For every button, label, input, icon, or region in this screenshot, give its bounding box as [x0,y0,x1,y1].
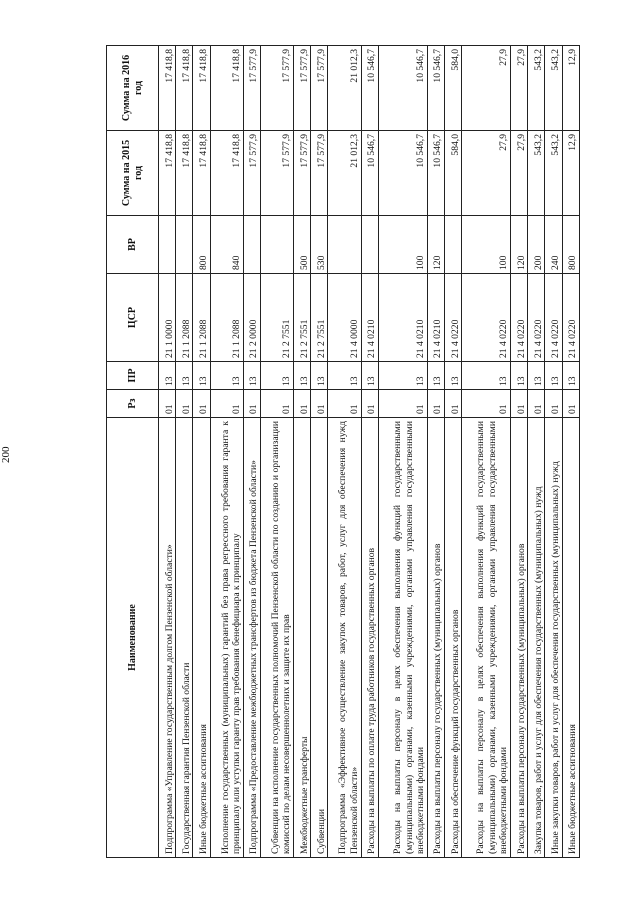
header-sum-2015: Сумма на 2015 год [107,131,159,216]
cell-rz: 01 [243,390,260,418]
cell-sum2015: 21 012,3 [328,131,361,216]
cell-name: Иные бюджетные ассигнования [193,418,210,858]
cell-vr: 500 [294,216,311,274]
cell-sum2016: 10 546,7 [427,46,444,131]
table-row [260,46,293,858]
cell-rz: 01 [294,390,311,418]
cell-csr: 21 4 0220 [462,274,511,362]
cell-rz: 01 [511,390,528,418]
cell-csr: 21 4 0210 [378,274,427,362]
cell-sum2016: 21 012,3 [328,46,361,131]
table-row [193,46,210,858]
cell-csr: 21 2 0000 [243,274,260,362]
cell-sum2016: 27,9 [511,46,528,131]
table-row [444,46,461,858]
cell-sum2016: 10 546,7 [361,46,378,131]
cell-pr: 13 [378,362,427,390]
header-name: Наименование [107,418,159,858]
cell-rz: 01 [193,390,210,418]
cell-pr: 13 [159,362,176,390]
cell-name: Расходы на выплаты персоналу в целях обеспечения выполнения функций государственными (муниципальными) органами, казенными учреждениями, органами управления государственными внебюджетными фондами [462,418,511,858]
header-pr: ПР [107,362,159,390]
cell-pr: 13 [243,362,260,390]
cell-sum2016: 12,9 [562,46,579,131]
page-number: 200 [0,446,12,463]
cell-vr [176,216,193,274]
table-row [159,46,176,858]
cell-name: Подпрограмма «Эффективное осуществление закупок товаров, работ, услуг для обеспечения нужд Пензенской области» [328,418,361,858]
table-row [528,46,545,858]
cell-sum2016: 543,2 [545,46,562,131]
cell-pr: 13 [562,362,579,390]
cell-sum2015: 17 418,8 [210,131,243,216]
cell-rz: 01 [260,390,293,418]
table-row [210,46,243,858]
header-sum-2016: Сумма на 2016 год [107,46,159,131]
cell-rz: 01 [361,390,378,418]
cell-csr: 21 4 0210 [361,274,378,362]
cell-sum2016: 17 577,9 [311,46,328,131]
table-body [159,46,580,858]
cell-sum2015: 27,9 [462,131,511,216]
header-csr: ЦСР [107,274,159,362]
cell-sum2016: 27,9 [462,46,511,131]
cell-name: Иные закупки товаров, работ и услуг для обеспечения государственных (муниципальных) нужд [545,418,562,858]
cell-csr: 21 1 0000 [159,274,176,362]
cell-name: Иные бюджетные ассигнования [562,418,579,858]
cell-csr: 21 4 0220 [528,274,545,362]
cell-csr: 21 2 7551 [294,274,311,362]
cell-name: Расходы на обеспечение функций государственных органов [444,418,461,858]
table-row [361,46,378,858]
cell-pr: 13 [462,362,511,390]
table-row [562,46,579,858]
cell-pr: 13 [361,362,378,390]
cell-vr [444,216,461,274]
cell-sum2015: 10 546,7 [427,131,444,216]
cell-csr: 21 1 2088 [176,274,193,362]
cell-pr: 13 [210,362,243,390]
cell-rz: 01 [311,390,328,418]
cell-sum2015: 10 546,7 [378,131,427,216]
table-row [294,46,311,858]
cell-csr: 21 4 0220 [511,274,528,362]
cell-pr: 13 [328,362,361,390]
table-row [511,46,528,858]
cell-name: Межбюджетные трансферты [294,418,311,858]
cell-csr: 21 1 2088 [210,274,243,362]
cell-sum2016: 17 418,8 [176,46,193,131]
cell-rz: 01 [210,390,243,418]
budget-table [106,45,580,858]
cell-csr: 21 4 0220 [444,274,461,362]
table-row [427,46,444,858]
rotated-budget-table-wrapper [106,46,580,858]
table-header-row [107,46,159,858]
cell-rz: 01 [378,390,427,418]
table-row [311,46,328,858]
header-rz: Рз [107,390,159,418]
cell-name: Субвенции [311,418,328,858]
cell-sum2016: 17 418,8 [193,46,210,131]
cell-vr [243,216,260,274]
cell-name: Подпрограмма «Управление государственным долгом Пензенской области» [159,418,176,858]
cell-vr: 800 [193,216,210,274]
cell-csr: 21 4 0220 [562,274,579,362]
cell-rz: 01 [176,390,193,418]
cell-vr: 100 [378,216,427,274]
cell-name: Государственная гарантия Пензенской области [176,418,193,858]
cell-rz: 01 [427,390,444,418]
cell-sum2015: 17 577,9 [260,131,293,216]
cell-rz: 01 [444,390,461,418]
cell-pr: 13 [193,362,210,390]
cell-csr: 21 4 0000 [328,274,361,362]
cell-csr: 21 4 0220 [545,274,562,362]
cell-pr: 13 [311,362,328,390]
cell-vr: 800 [562,216,579,274]
cell-sum2015: 17 577,9 [243,131,260,216]
cell-vr: 240 [545,216,562,274]
cell-sum2015: 17 577,9 [311,131,328,216]
cell-rz: 01 [462,390,511,418]
cell-name: Подпрограмма «Предоставление межбюджетных трансфертов из бюджета Пензенской области» [243,418,260,858]
cell-rz: 01 [159,390,176,418]
cell-sum2015: 543,2 [528,131,545,216]
cell-pr: 13 [260,362,293,390]
table-row [243,46,260,858]
cell-vr [361,216,378,274]
cell-name: Расходы на выплаты персоналу государственных (муниципальных) органов [511,418,528,858]
cell-vr: 200 [528,216,545,274]
cell-vr [328,216,361,274]
cell-sum2016: 10 546,7 [378,46,427,131]
cell-sum2016: 543,2 [528,46,545,131]
table-row [328,46,361,858]
cell-rz: 01 [328,390,361,418]
cell-sum2015: 27,9 [511,131,528,216]
cell-rz: 01 [562,390,579,418]
table-row [378,46,427,858]
cell-pr: 13 [528,362,545,390]
cell-name: Расходы на выплаты персоналу в целях обеспечения выполнения функций государственными (муниципальными) органами, казенными учреждениями, органами управления государственными внебюджетными фондами [378,418,427,858]
cell-sum2015: 17 418,8 [193,131,210,216]
cell-sum2016: 17 577,9 [260,46,293,131]
cell-sum2016: 584,0 [444,46,461,131]
cell-vr: 120 [511,216,528,274]
cell-vr: 100 [462,216,511,274]
table-row [545,46,562,858]
cell-name: Субвенции на исполнение государственных полномочий Пензенской области по созданию и организации комиссий по делам несовершеннолетних и защите их прав [260,418,293,858]
table-row [176,46,193,858]
cell-rz: 01 [545,390,562,418]
cell-pr: 13 [444,362,461,390]
cell-sum2015: 10 546,7 [361,131,378,216]
cell-sum2015: 584,0 [444,131,461,216]
cell-pr: 13 [176,362,193,390]
cell-csr: 21 2 7551 [260,274,293,362]
cell-pr: 13 [294,362,311,390]
cell-rz: 01 [528,390,545,418]
cell-pr: 13 [427,362,444,390]
cell-pr: 13 [511,362,528,390]
cell-pr: 13 [545,362,562,390]
header-vr: ВР [107,216,159,274]
table-row [462,46,511,858]
cell-sum2015: 17 577,9 [294,131,311,216]
cell-name: Расходы на выплаты по оплате труда работников государственных органов [361,418,378,858]
cell-name: Расходы на выплаты персоналу государственных (муниципальных) органов [427,418,444,858]
cell-vr: 120 [427,216,444,274]
cell-sum2016: 17 577,9 [243,46,260,131]
cell-vr [159,216,176,274]
cell-name: Закупка товаров, работ и услуг для обеспечения государственных (муниципальных) нужд [528,418,545,858]
cell-name: Исполнение государственных (муниципальных) гарантий без права регрессного требования гаранта к принципалу или уступки гаранту прав требования бенефициара к принципалу [210,418,243,858]
cell-sum2015: 17 418,8 [159,131,176,216]
cell-sum2016: 17 418,8 [159,46,176,131]
cell-sum2016: 17 577,9 [294,46,311,131]
cell-csr: 21 4 0210 [427,274,444,362]
cell-sum2016: 17 418,8 [210,46,243,131]
cell-csr: 21 1 2088 [193,274,210,362]
cell-sum2015: 17 418,8 [176,131,193,216]
cell-sum2015: 543,2 [545,131,562,216]
cell-vr [260,216,293,274]
cell-csr: 21 2 7551 [311,274,328,362]
cell-vr: 530 [311,216,328,274]
cell-sum2015: 12,9 [562,131,579,216]
cell-vr: 840 [210,216,243,274]
